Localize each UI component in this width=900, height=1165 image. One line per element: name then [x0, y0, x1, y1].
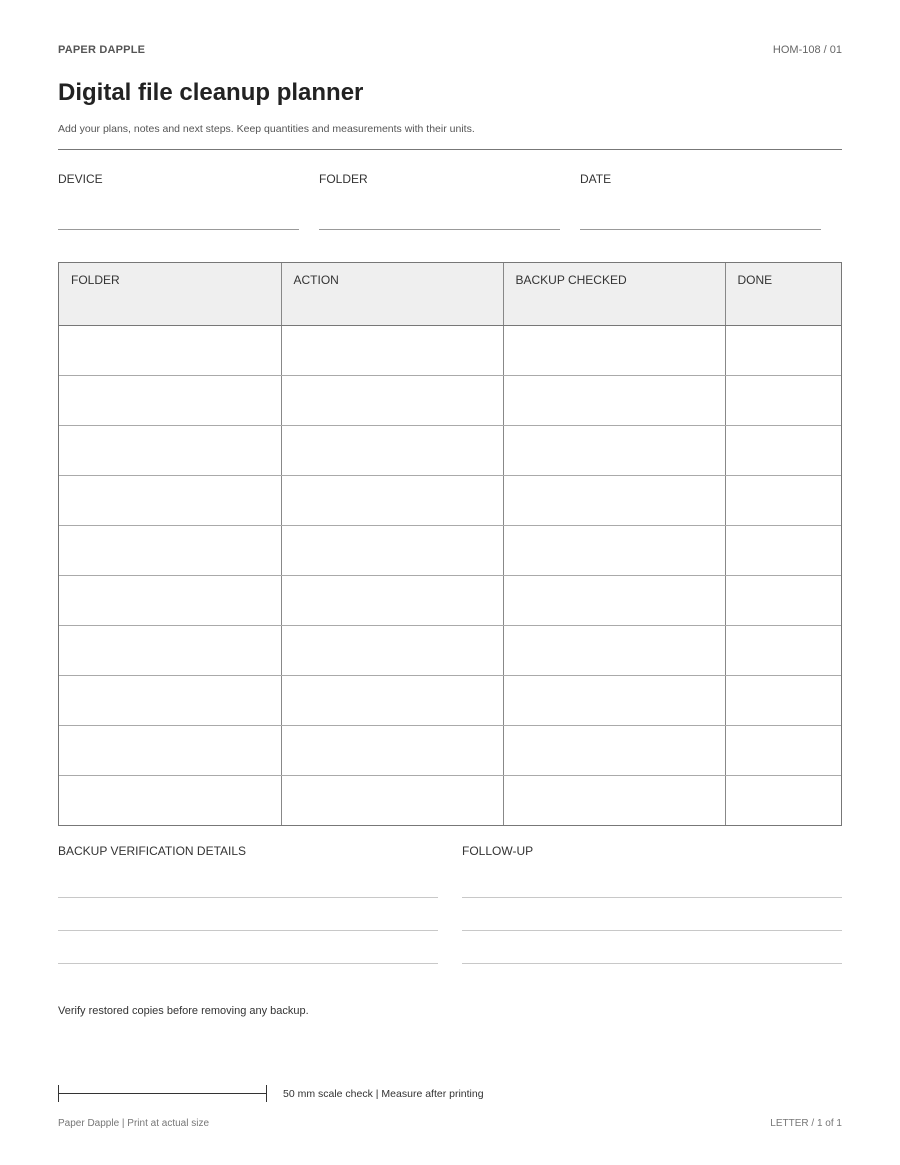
- table-body: [59, 326, 841, 826]
- cell-folder[interactable]: [59, 426, 281, 476]
- table-row: [59, 726, 841, 776]
- cell-backup-checked[interactable]: [503, 626, 725, 676]
- cell-backup-checked[interactable]: [503, 376, 725, 426]
- cell-backup-checked[interactable]: [503, 426, 725, 476]
- cell-action[interactable]: [281, 526, 503, 576]
- cell-done[interactable]: [725, 526, 841, 576]
- scale-bar: [58, 1085, 267, 1102]
- cell-folder[interactable]: [59, 676, 281, 726]
- cell-folder[interactable]: [59, 626, 281, 676]
- cell-done[interactable]: [725, 626, 841, 676]
- cell-action[interactable]: [281, 726, 503, 776]
- cell-done[interactable]: [725, 476, 841, 526]
- cell-backup-checked[interactable]: [503, 476, 725, 526]
- table-row: [59, 326, 841, 376]
- form-code: HOM-108 / 01: [772, 44, 842, 56]
- cell-done[interactable]: [725, 676, 841, 726]
- cell-folder[interactable]: [59, 526, 281, 576]
- backup-details-label: BACKUP VERIFICATION DETAILS: [58, 844, 247, 858]
- scale-caption: 50 mm scale check | Measure after printing: [283, 1088, 484, 1100]
- follow-up-line[interactable]: [462, 930, 842, 931]
- table-row: [59, 676, 841, 726]
- cell-backup-checked[interactable]: [503, 326, 725, 376]
- column-header-folder: FOLDER: [59, 263, 281, 326]
- cell-folder[interactable]: [59, 576, 281, 626]
- header-divider: [58, 149, 842, 150]
- follow-up-label: FOLLOW-UP: [462, 844, 534, 858]
- backup-details-line[interactable]: [58, 930, 438, 931]
- table-row: [59, 476, 841, 526]
- footer-left: Paper Dapple | Print at actual size: [58, 1118, 210, 1129]
- column-header-action: ACTION: [281, 263, 503, 326]
- table-header-row: [59, 263, 841, 326]
- cell-action[interactable]: [281, 376, 503, 426]
- cell-backup-checked[interactable]: [503, 576, 725, 626]
- device-label: DEVICE: [58, 172, 103, 186]
- folder-field[interactable]: [319, 229, 560, 230]
- verification-note: Verify restored copies before removing any backup.: [58, 1005, 309, 1017]
- backup-details-line[interactable]: [58, 963, 438, 964]
- cell-done[interactable]: [725, 426, 841, 476]
- cell-backup-checked[interactable]: [503, 526, 725, 576]
- cell-folder[interactable]: [59, 476, 281, 526]
- cell-action[interactable]: [281, 626, 503, 676]
- backup-details-line[interactable]: [58, 897, 438, 898]
- folder-label: FOLDER: [319, 172, 368, 186]
- table-row: [59, 626, 841, 676]
- column-header-backup-checked: BACKUP CHECKED: [503, 263, 725, 326]
- table-row: [59, 776, 841, 826]
- table-row: [59, 376, 841, 426]
- cell-action[interactable]: [281, 676, 503, 726]
- table-row: [59, 576, 841, 626]
- brand-name: PAPER DAPPLE: [58, 44, 146, 56]
- page-title: Digital file cleanup planner: [58, 79, 364, 106]
- cell-folder[interactable]: [59, 776, 281, 826]
- cell-folder[interactable]: [59, 326, 281, 376]
- follow-up-line[interactable]: [462, 963, 842, 964]
- cell-backup-checked[interactable]: [503, 776, 725, 826]
- cleanup-table: [58, 262, 842, 826]
- date-field[interactable]: [580, 229, 821, 230]
- table-row: [59, 526, 841, 576]
- page-subtitle: Add your plans, notes and next steps. Keep quantities and measurements with their units.: [58, 123, 475, 135]
- cell-folder[interactable]: [59, 726, 281, 776]
- cell-action[interactable]: [281, 576, 503, 626]
- cell-action[interactable]: [281, 426, 503, 476]
- table-row: [59, 426, 841, 476]
- cell-done[interactable]: [725, 726, 841, 776]
- date-label: DATE: [580, 172, 612, 186]
- cell-done[interactable]: [725, 326, 841, 376]
- cell-action[interactable]: [281, 776, 503, 826]
- footer-right: LETTER / 1 of 1: [770, 1118, 842, 1129]
- cell-action[interactable]: [281, 476, 503, 526]
- cell-done[interactable]: [725, 376, 841, 426]
- column-header-done: DONE: [725, 263, 841, 326]
- cell-done[interactable]: [725, 576, 841, 626]
- cell-folder[interactable]: [59, 376, 281, 426]
- cell-done[interactable]: [725, 776, 841, 826]
- device-field[interactable]: [58, 229, 299, 230]
- follow-up-line[interactable]: [462, 897, 842, 898]
- cell-backup-checked[interactable]: [503, 726, 725, 776]
- cell-backup-checked[interactable]: [503, 676, 725, 726]
- cell-action[interactable]: [281, 326, 503, 376]
